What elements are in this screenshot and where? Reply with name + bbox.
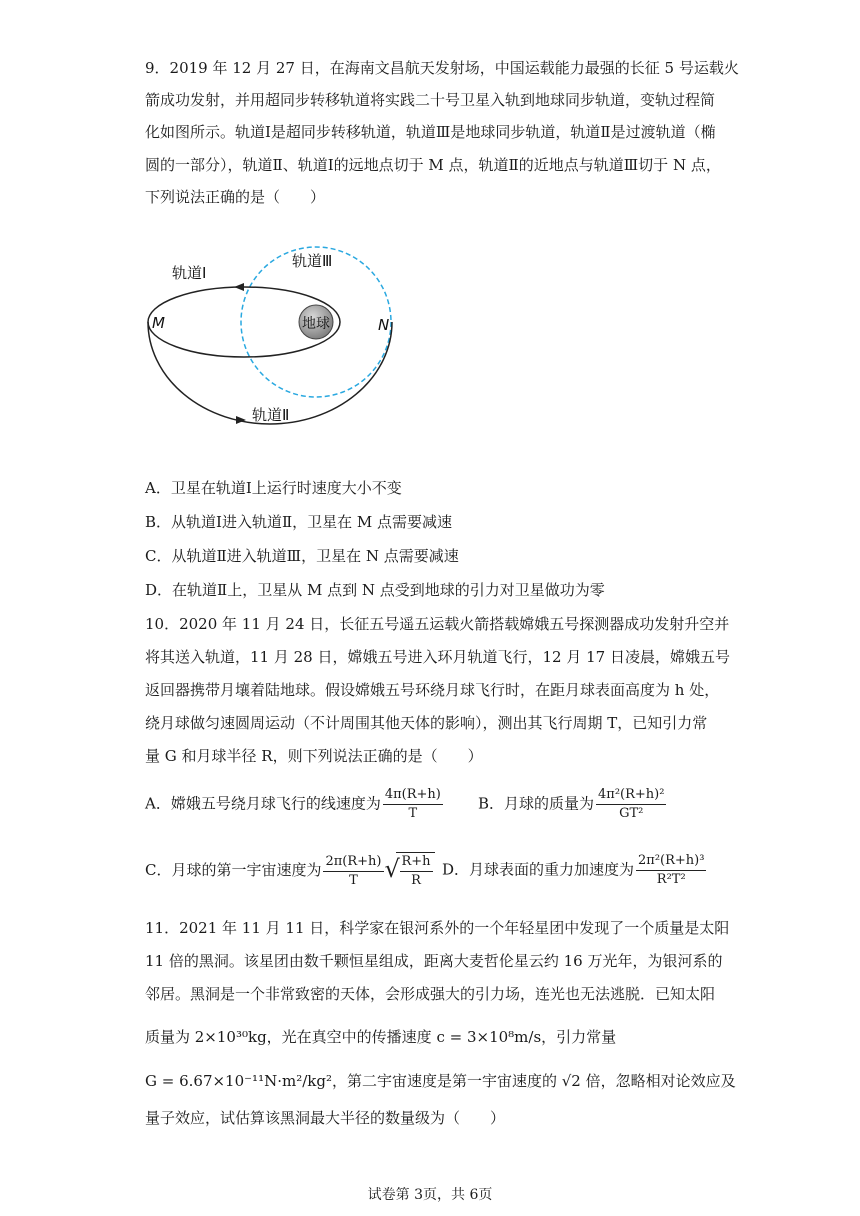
q9-option-c[interactable]: C．从轨道Ⅱ进入轨道Ⅲ，卫星在 N 点需要减速 [145, 547, 459, 565]
q10-option-c[interactable] [145, 852, 435, 890]
q11-line-2: 11 倍的黑洞。该星团由数千颗恒星组成，距离大麦哲伦星云约 16 万光年，为银河系的 [145, 952, 723, 970]
earth-label: 地球 [302, 316, 330, 332]
q11-line-3: 邻居。黑洞是一个非常致密的天体，会形成强大的引力场，连光也无法逃脱．已知太阳 [145, 985, 716, 1003]
fraction-numerator: √ R+h [400, 853, 433, 872]
q9-option-d[interactable]: D．在轨道Ⅱ上，卫星从 M 点到 N 点受到地球的引力对卫星做功为零 [145, 581, 605, 599]
q10-option-c-fraction [323, 853, 383, 890]
point-n-label: N [378, 316, 390, 334]
q11-line-4: 质量为 2×10³⁰kg，光在真空中的传播速度 c = 3×10⁸m/s，引力常量 [145, 1028, 617, 1046]
sqrt-icon [396, 852, 435, 890]
orbit-1-arrow-icon [234, 283, 244, 291]
orbit-diagram [140, 240, 400, 440]
fraction-denominator: GT² [619, 806, 644, 821]
q9-line-5: 下列说法正确的是（ ） [145, 188, 326, 206]
fraction-numerator: 4π²(R+h)² [596, 786, 666, 805]
q10-option-d[interactable] [442, 852, 708, 889]
q11-line-1: 11．2021 年 11 月 11 日，科学家在银河系外的一个年轻星团中发现了一个质量是太阳 [145, 919, 730, 937]
page-footer: 试卷第 3页，共 6页 [367, 1187, 493, 1203]
orbit-2-arrow-icon [236, 416, 246, 424]
q10-option-b-text: B．月球的质量为 [478, 794, 595, 813]
q10-line-5: 量 G 和月球半径 R，则下列说法正确的是（ ） [145, 747, 483, 765]
fraction-denominator: R²T² [656, 872, 686, 887]
q9-option-b[interactable]: B．从轨道Ⅰ进入轨道Ⅱ，卫星在 M 点需要减速 [145, 513, 453, 531]
q9-line-3: 化如图所示。轨道Ⅰ是超同步转移轨道，轨道Ⅲ是地球同步轨道，轨道Ⅱ是过渡轨道（椭 [145, 123, 716, 141]
fraction-numerator: 2π²(R+h)³ [636, 852, 706, 871]
q10-line-4: 绕月球做匀速圆周运动（不计周围其他天体的影响），测出其飞行周期 T，已知引力常 [145, 714, 708, 732]
q10-option-d-fraction [636, 852, 706, 889]
fraction-denominator: R [411, 873, 421, 888]
q10-option-a[interactable] [145, 786, 445, 823]
q10-option-a-fraction [383, 786, 443, 823]
q11-line-5: G = 6.67×10⁻¹¹N·m²/kg²，第二宇宙速度是第一宇宙速度的 √2 倍，忽略相对论效应及 [145, 1072, 736, 1090]
fraction-denominator: T [349, 872, 358, 888]
orbit-3-label: 轨道Ⅲ [292, 252, 333, 270]
q10-line-2: 将其送入轨道，11 月 28 日，嫦娥五号进入环月轨道飞行，12 月 17 日凌晨，嫦娥五号 [145, 648, 730, 666]
q10-option-d-text: D．月球表面的重力加速度为 [442, 860, 635, 879]
q11-line-6: 量子效应，试估算该黑洞最大半径的数量级为（ ） [145, 1109, 506, 1127]
q10-option-c-sqrt-fraction [400, 853, 433, 890]
q10-option-c-text: C．月球的第一宇宙速度为 [145, 861, 322, 879]
fraction-numerator: 4π(R+h) [383, 786, 443, 805]
orbit-1-label: 轨道Ⅰ [172, 264, 207, 282]
q10-option-a-text: A．嫦娥五号绕月球飞行的线速度为 [145, 794, 381, 813]
orbit-2-label: 轨道Ⅱ [252, 406, 290, 424]
q9-line-1: 9．2019 年 12 月 27 日，在海南文昌航天发射场，中国运载能力最强的长征 5 号运载火 [145, 59, 739, 77]
q10-line-1: 10．2020 年 11 月 24 日，长征五号遥五运载火箭搭载嫦娥五号探测器成功发射升空并 [145, 615, 730, 633]
q10-option-b[interactable] [478, 786, 668, 823]
q10-option-b-fraction [596, 786, 666, 823]
q10-line-3: 返回器携带月壤着陆地球。假设嫦娥五号环绕月球飞行时，在距月球表面高度为 h 处， [145, 681, 720, 699]
q9-line-2: 箭成功发射，并用超同步转移轨道将实践二十号卫星入轨到地球同步轨道，变轨过程简 [145, 91, 716, 109]
q9-line-4: 圆的一部分），轨道Ⅱ、轨道Ⅰ的远地点切于 M 点，轨道Ⅱ的近地点与轨道Ⅲ切于 N 点， [145, 156, 721, 174]
fraction-numerator: 2π(R+h) [323, 853, 383, 872]
q9-option-a[interactable]: A．卫星在轨道Ⅰ上运行时速度大小不变 [145, 479, 402, 497]
point-m-label: M [152, 314, 165, 332]
fraction-denominator: T [408, 806, 418, 821]
